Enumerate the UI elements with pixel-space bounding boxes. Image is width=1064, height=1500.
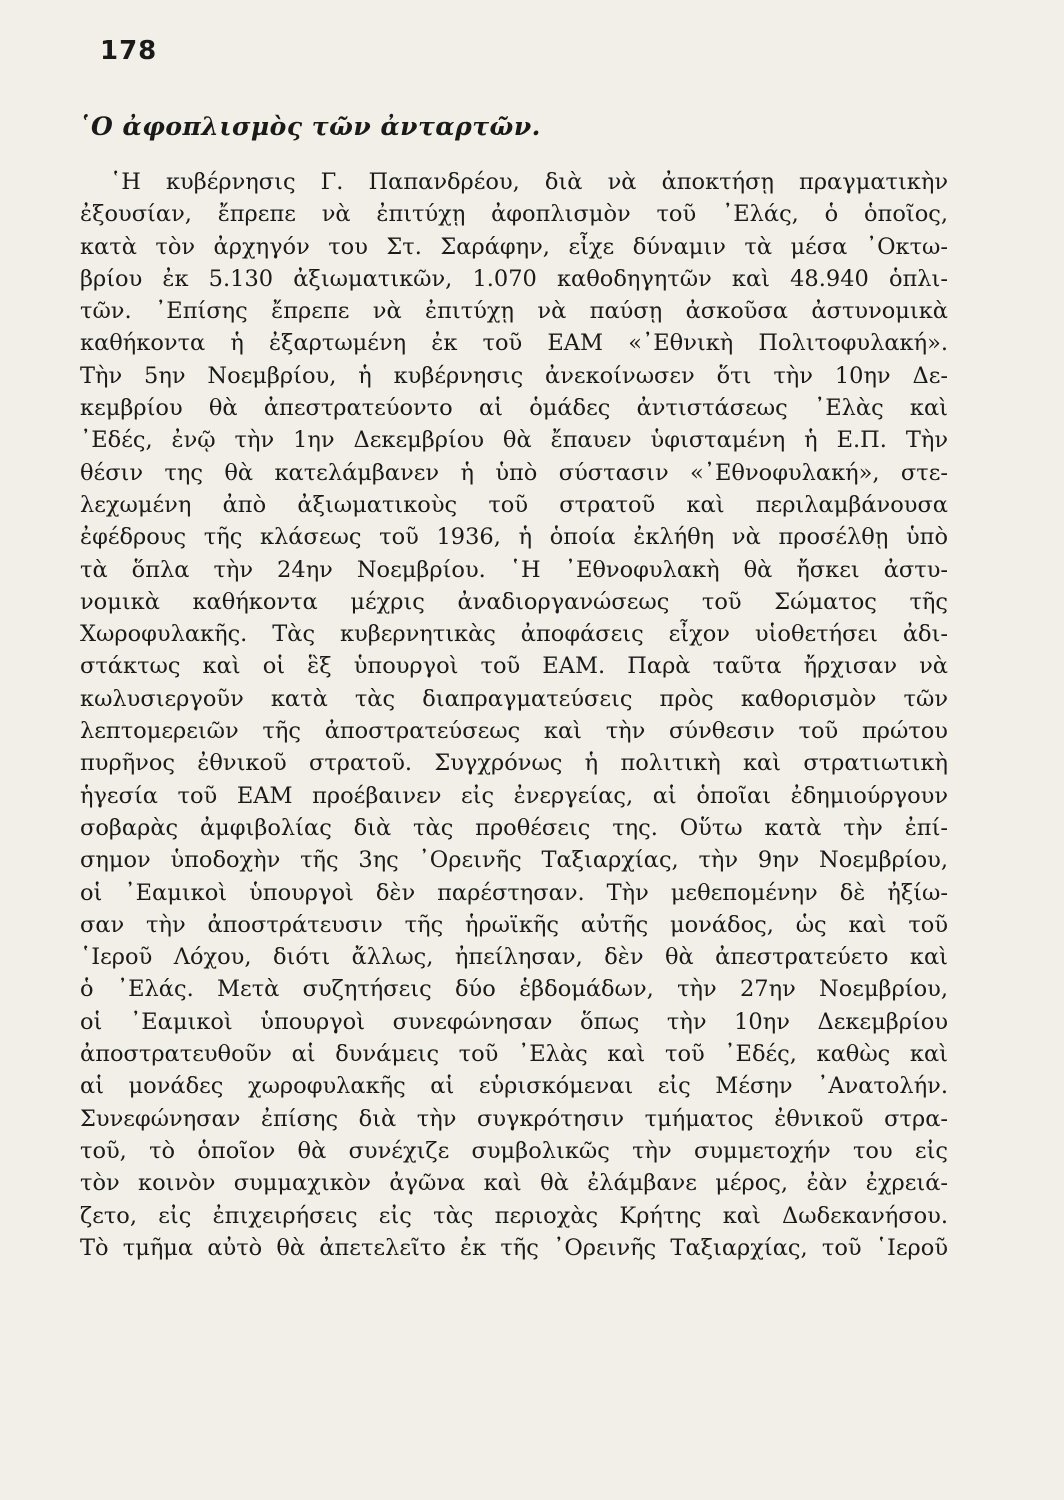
text-line: σημον ὑποδοχὴν τῆς 3ης ᾿Ορεινῆς Ταξιαρχίας, τὴν 9ην Νοεμβρίου, (80, 847, 948, 874)
text-line: κεμβρίου θὰ ἀπεστρατεύοντο αἱ ὁμάδες ἀντιστάσεως ᾿Ελὰς καὶ (80, 395, 948, 422)
text-line: τὰ ὅπλα τὴν 24ην Νοεμβρίου. ῾Η ᾿Εθνοφυλακὴ θὰ ἤσκει ἀστυ- (80, 556, 948, 583)
text-line: ἐξουσίαν, ἔπρεπε νὰ ἐπιτύχῃ ἀφοπλισμὸν τοῦ ᾿Ελάς, ὁ ὁποῖος, (80, 201, 948, 228)
text-line: ἐφέδρους τῆς κλάσεως τοῦ 1936, ἡ ὁποία ἐκλήθη νὰ προσέλθῃ ὑπὸ (80, 524, 948, 551)
text-line: Τὴν 5ην Νοεμβρίου, ἡ κυβέρνησις ἀνεκοίνωσεν ὅτι τὴν 10ην Δε- (80, 362, 948, 389)
page-number: 178 (100, 36, 158, 66)
text-line: αἱ μονάδες χωροφυλακῆς αἱ εὑρισκόμεναι εἰς Μέσην ᾿Ανατολήν. (80, 1073, 948, 1100)
text-line: ἡγεσία τοῦ ΕΑΜ προέβαινεν εἰς ἐνεργείας, αἱ ὁποῖαι ἐδημιούργουν (80, 782, 948, 809)
text-line: θέσιν της θὰ κατελάμβανεν ἡ ὑπὸ σύστασιν «᾿Εθνοφυλακή», στε- (80, 459, 948, 486)
text-line: στάκτως καὶ οἱ ἓξ ὑπουργοὶ τοῦ ΕΑΜ. Παρὰ ταῦτα ἤρχισαν νὰ (80, 653, 948, 680)
text-line: Τὸ τμῆμα αὐτὸ θὰ ἀπετελεῖτο ἐκ τῆς ᾿Ορεινῆς Ταξιαρχίας, τοῦ ῾Ιεροῦ (80, 1234, 948, 1261)
text-line: Συνεφώνησαν ἐπίσης διὰ τὴν συγκρότησιν τμήματος ἐθνικοῦ στρα- (80, 1105, 948, 1132)
text-line: σαν τὴν ἀποστράτευσιν τῆς ἡρωϊκῆς αὐτῆς μονάδος, ὡς καὶ τοῦ (80, 911, 948, 938)
section-title: ῾Ο ἀφοπλισμὸς τῶν ἀνταρτῶν. (78, 112, 541, 141)
text-line: ῾Ιεροῦ Λόχου, διότι ἄλλως, ἠπείλησαν, δὲν θὰ ἀπεστρατεύετο καὶ (80, 944, 948, 971)
text-line: τῶν. ᾿Επίσης ἔπρεπε νὰ ἐπιτύχῃ νὰ παύσῃ ἀσκοῦσα ἀστυνομικὰ (80, 298, 948, 325)
text-line: ζετο, εἰς ἐπιχειρήσεις εἰς τὰς περιοχὰς Κρήτης καὶ Δωδεκανήσου. (80, 1202, 948, 1229)
text-line: οἱ ᾿Εαμικοὶ ὑπουργοὶ δὲν παρέστησαν. Τὴν μεθεπομένην δὲ ἠξίω- (80, 879, 948, 906)
text-line: σοβαρὰς ἀμφιβολίας διὰ τὰς προθέσεις της. Οὕτω κατὰ τὴν ἐπί- (80, 814, 948, 841)
text-line: ᾿Εδές, ἐνῷ τὴν 1ην Δεκεμβρίου θὰ ἔπαυεν ὑφισταμένη ἡ Ε.Π. Τὴν (80, 427, 948, 454)
text-line: κατὰ τὸν ἀρχηγόν του Στ. Σαράφην, εἶχε δύναμιν τὰ μέσα ᾿Οκτω- (80, 233, 948, 260)
text-line: τὸν κοινὸν συμμαχικὸν ἀγῶνα καὶ θὰ ἐλάμβανε μέρος, ἐὰν ἐχρειά- (80, 1170, 948, 1197)
text-line: οἱ ᾿Εαμικοὶ ὑπουργοὶ συνεφώνησαν ὅπως τὴν 10ην Δεκεμβρίου (80, 1008, 948, 1035)
text-line: ἀποστρατευθοῦν αἱ δυνάμεις τοῦ ᾿Ελὰς καὶ τοῦ ᾿Εδές, καθὼς καὶ (80, 1041, 948, 1068)
text-line: βρίου ἐκ 5.130 ἀξιωματικῶν, 1.070 καθοδηγητῶν καὶ 48.940 ὁπλι- (80, 265, 948, 292)
text-line: ῾Η κυβέρνησις Γ. Παπανδρέου, διὰ νὰ ἀποκτήσῃ πραγματικὴν (110, 169, 948, 195)
text-line: τοῦ, τὸ ὁποῖον θὰ συνέχιζε συμβολικῶς τὴν συμμετοχήν του εἰς (80, 1137, 948, 1164)
text-line: νομικὰ καθήκοντα μέχρις ἀναδιοργανώσεως τοῦ Σώματος τῆς (80, 588, 948, 615)
text-line: λεπτομερειῶν τῆς ἀποστρατεύσεως καὶ τὴν σύνθεσιν τοῦ πρώτου (80, 718, 948, 745)
text-line: Χωροφυλακῆς. Τὰς κυβερνητικὰς ἀποφάσεις εἶχον υἱοθετήσει ἀδι- (80, 621, 948, 648)
body-text (80, 166, 948, 1264)
text-line: πυρῆνος ἐθνικοῦ στρατοῦ. Συγχρόνως ἡ πολιτικὴ καὶ στρατιωτικὴ (80, 750, 948, 777)
text-line: καθήκοντα ἡ ἐξαρτωμένη ἐκ τοῦ ΕΑΜ «᾿Εθνικὴ Πολιτοφυλακή». (80, 330, 948, 357)
text-line: κωλυσιεργοῦν κατὰ τὰς διαπραγματεύσεις πρὸς καθορισμὸν τῶν (80, 685, 948, 712)
text-line: ὁ ᾿Ελάς. Μετὰ συζητήσεις δύο ἑβδομάδων, τὴν 27ην Νοεμβρίου, (80, 976, 948, 1003)
text-line: λεχωμένη ἀπὸ ἀξιωματικοὺς τοῦ στρατοῦ καὶ περιλαμβάνουσα (80, 491, 948, 518)
